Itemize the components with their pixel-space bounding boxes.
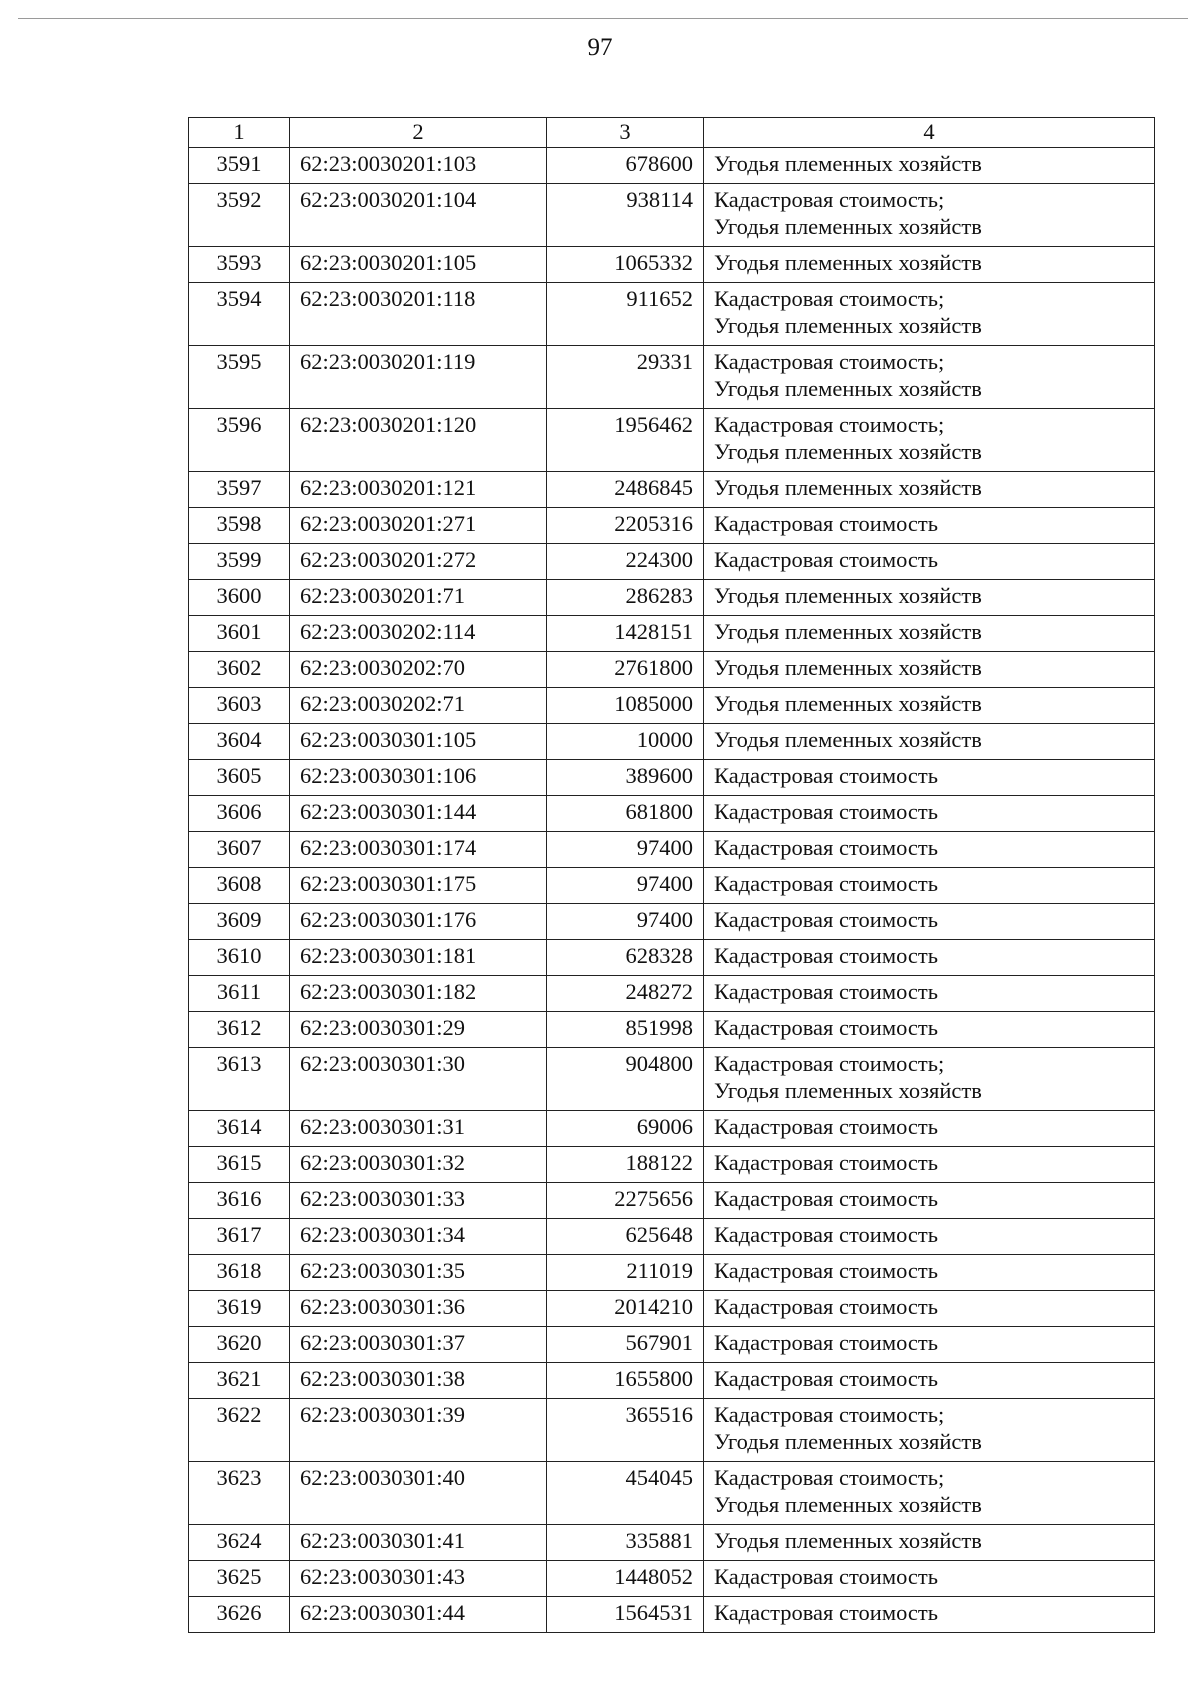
cadastral-number-cell: 62:23:0030301:106 [290, 760, 547, 796]
row-number-cell: 3611 [189, 976, 290, 1012]
row-number-cell: 3604 [189, 724, 290, 760]
row-number-cell: 3618 [189, 1255, 290, 1291]
cadastral-number-cell: 62:23:0030301:32 [290, 1147, 547, 1183]
table-row [189, 1291, 1155, 1327]
note-cell [704, 346, 1155, 409]
table-row [189, 868, 1155, 904]
note-cell [704, 1012, 1155, 1048]
column-header-3: 3 [547, 118, 704, 148]
value-cell: 188122 [547, 1147, 704, 1183]
value-cell: 1956462 [547, 409, 704, 472]
value-cell: 248272 [547, 976, 704, 1012]
table-row [189, 346, 1155, 409]
table-body [189, 148, 1155, 1633]
note-line: Кадастровая стоимость [714, 943, 938, 968]
table-row [189, 247, 1155, 283]
table-row [189, 1363, 1155, 1399]
cadastral-number-cell: 62:23:0030301:176 [290, 904, 547, 940]
table-row [189, 283, 1155, 346]
note-line: Угодья племенных хозяйств [714, 214, 982, 239]
cadastral-number-cell: 62:23:0030301:31 [290, 1111, 547, 1147]
note-cell [704, 904, 1155, 940]
note-cell [704, 508, 1155, 544]
note-line: Кадастровая стоимость; [714, 349, 945, 374]
row-number-cell: 3592 [189, 184, 290, 247]
value-cell: 567901 [547, 1327, 704, 1363]
table-row [189, 184, 1155, 247]
note-line: Кадастровая стоимость [714, 1330, 938, 1355]
note-line: Кадастровая стоимость; [714, 412, 945, 437]
note-line: Кадастровая стоимость [714, 1015, 938, 1040]
note-line: Угодья племенных хозяйств [714, 313, 982, 338]
note-cell [704, 184, 1155, 247]
row-number-cell: 3624 [189, 1525, 290, 1561]
value-cell: 224300 [547, 544, 704, 580]
row-number-cell: 3594 [189, 283, 290, 346]
table-row [189, 1255, 1155, 1291]
value-cell: 904800 [547, 1048, 704, 1111]
value-cell: 851998 [547, 1012, 704, 1048]
cadastral-number-cell: 62:23:0030301:182 [290, 976, 547, 1012]
table-row [189, 1462, 1155, 1525]
note-line: Угодья племенных хозяйств [714, 1528, 982, 1553]
value-cell: 286283 [547, 580, 704, 616]
table-row [189, 580, 1155, 616]
row-number-cell: 3616 [189, 1183, 290, 1219]
note-line: Кадастровая стоимость [714, 1150, 938, 1175]
row-number-cell: 3617 [189, 1219, 290, 1255]
note-cell [704, 652, 1155, 688]
row-number-cell: 3625 [189, 1561, 290, 1597]
note-cell [704, 1525, 1155, 1561]
cadastral-number-cell: 62:23:0030301:40 [290, 1462, 547, 1525]
value-cell: 1448052 [547, 1561, 704, 1597]
note-cell [704, 616, 1155, 652]
cadastral-number-cell: 62:23:0030201:119 [290, 346, 547, 409]
value-cell: 29331 [547, 346, 704, 409]
note-line: Кадастровая стоимость [714, 1294, 938, 1319]
note-line: Угодья племенных хозяйств [714, 1429, 982, 1454]
note-line: Кадастровая стоимость; [714, 187, 945, 212]
row-number-cell: 3595 [189, 346, 290, 409]
value-cell: 1564531 [547, 1597, 704, 1633]
row-number-cell: 3603 [189, 688, 290, 724]
cadastral-number-cell: 62:23:0030301:36 [290, 1291, 547, 1327]
row-number-cell: 3591 [189, 148, 290, 184]
table-row [189, 1399, 1155, 1462]
row-number-cell: 3623 [189, 1462, 290, 1525]
table-row [189, 1327, 1155, 1363]
value-cell: 1065332 [547, 247, 704, 283]
note-cell [704, 1048, 1155, 1111]
table-row [189, 796, 1155, 832]
row-number-cell: 3615 [189, 1147, 290, 1183]
cadastral-number-cell: 62:23:0030301:105 [290, 724, 547, 760]
table-row [189, 472, 1155, 508]
note-cell [704, 688, 1155, 724]
cadastral-number-cell: 62:23:0030201:104 [290, 184, 547, 247]
cadastral-number-cell: 62:23:0030301:33 [290, 1183, 547, 1219]
value-cell: 69006 [547, 1111, 704, 1147]
row-number-cell: 3622 [189, 1399, 290, 1462]
cadastral-number-cell: 62:23:0030301:34 [290, 1219, 547, 1255]
value-cell: 365516 [547, 1399, 704, 1462]
note-line: Кадастровая стоимость; [714, 1051, 945, 1076]
table-row [189, 1012, 1155, 1048]
note-line: Угодья племенных хозяйств [714, 250, 982, 275]
note-cell [704, 247, 1155, 283]
note-cell [704, 283, 1155, 346]
column-header-4: 4 [704, 118, 1155, 148]
value-cell: 1085000 [547, 688, 704, 724]
note-line: Кадастровая стоимость [714, 799, 938, 824]
value-cell: 97400 [547, 868, 704, 904]
note-line: Кадастровая стоимость [714, 1186, 938, 1211]
note-cell [704, 1147, 1155, 1183]
cadastral-number-cell: 62:23:0030301:175 [290, 868, 547, 904]
note-cell [704, 580, 1155, 616]
row-number-cell: 3607 [189, 832, 290, 868]
note-line: Угодья племенных хозяйств [714, 1078, 982, 1103]
table-row [189, 1525, 1155, 1561]
note-cell [704, 148, 1155, 184]
value-cell: 389600 [547, 760, 704, 796]
note-line: Угодья племенных хозяйств [714, 727, 982, 752]
cadastral-number-cell: 62:23:0030201:272 [290, 544, 547, 580]
note-line: Кадастровая стоимость [714, 979, 938, 1004]
cadastral-number-cell: 62:23:0030201:103 [290, 148, 547, 184]
table-row [189, 652, 1155, 688]
row-number-cell: 3602 [189, 652, 290, 688]
note-cell [704, 1597, 1155, 1633]
note-line: Кадастровая стоимость [714, 1222, 938, 1247]
row-number-cell: 3599 [189, 544, 290, 580]
row-number-cell: 3596 [189, 409, 290, 472]
table-row [189, 688, 1155, 724]
value-cell: 678600 [547, 148, 704, 184]
cadastral-number-cell: 62:23:0030301:44 [290, 1597, 547, 1633]
value-cell: 211019 [547, 1255, 704, 1291]
value-cell: 454045 [547, 1462, 704, 1525]
row-number-cell: 3620 [189, 1327, 290, 1363]
table-row [189, 409, 1155, 472]
table-row [189, 1147, 1155, 1183]
value-cell: 2761800 [547, 652, 704, 688]
table-row [189, 616, 1155, 652]
note-line: Угодья племенных хозяйств [714, 439, 982, 464]
cadastral-number-cell: 62:23:0030301:35 [290, 1255, 547, 1291]
cadastral-number-cell: 62:23:0030201:120 [290, 409, 547, 472]
cadastral-number-cell: 62:23:0030201:271 [290, 508, 547, 544]
value-cell: 97400 [547, 904, 704, 940]
row-number-cell: 3598 [189, 508, 290, 544]
row-number-cell: 3610 [189, 940, 290, 976]
scan-edge-line [18, 18, 1188, 19]
value-cell: 681800 [547, 796, 704, 832]
row-number-cell: 3619 [189, 1291, 290, 1327]
note-cell [704, 868, 1155, 904]
cadastral-number-cell: 62:23:0030301:37 [290, 1327, 547, 1363]
note-line: Кадастровая стоимость [714, 1114, 938, 1139]
note-line: Кадастровая стоимость [714, 907, 938, 932]
note-cell [704, 1111, 1155, 1147]
table-row [189, 544, 1155, 580]
note-line: Угодья племенных хозяйств [714, 619, 982, 644]
value-cell: 335881 [547, 1525, 704, 1561]
row-number-cell: 3626 [189, 1597, 290, 1633]
note-line: Кадастровая стоимость [714, 763, 938, 788]
note-cell [704, 976, 1155, 1012]
column-header-2: 2 [290, 118, 547, 148]
note-line: Кадастровая стоимость [714, 871, 938, 896]
cadastral-number-cell: 62:23:0030301:39 [290, 1399, 547, 1462]
note-line: Кадастровая стоимость; [714, 286, 945, 311]
row-number-cell: 3606 [189, 796, 290, 832]
table-row [189, 832, 1155, 868]
note-cell [704, 796, 1155, 832]
note-cell [704, 1399, 1155, 1462]
note-cell [704, 544, 1155, 580]
value-cell: 10000 [547, 724, 704, 760]
header-row [189, 118, 1155, 148]
cadastral-number-cell: 62:23:0030301:43 [290, 1561, 547, 1597]
cadastral-number-cell: 62:23:0030202:70 [290, 652, 547, 688]
row-number-cell: 3612 [189, 1012, 290, 1048]
note-line: Угодья племенных хозяйств [714, 1492, 982, 1517]
row-number-cell: 3600 [189, 580, 290, 616]
note-line: Кадастровая стоимость [714, 1258, 938, 1283]
table-row [189, 1048, 1155, 1111]
row-number-cell: 3613 [189, 1048, 290, 1111]
note-line: Кадастровая стоимость [714, 1366, 938, 1391]
value-cell: 2486845 [547, 472, 704, 508]
cadastral-number-cell: 62:23:0030301:30 [290, 1048, 547, 1111]
cadastral-number-cell: 62:23:0030201:105 [290, 247, 547, 283]
note-line: Угодья племенных хозяйств [714, 151, 982, 176]
note-cell [704, 724, 1155, 760]
note-cell [704, 1255, 1155, 1291]
value-cell: 625648 [547, 1219, 704, 1255]
value-cell: 2205316 [547, 508, 704, 544]
cadastral-number-cell: 62:23:0030201:121 [290, 472, 547, 508]
table-row [189, 1597, 1155, 1633]
note-line: Угодья племенных хозяйств [714, 376, 982, 401]
row-number-cell: 3593 [189, 247, 290, 283]
table-row [189, 724, 1155, 760]
note-line: Угодья племенных хозяйств [714, 583, 982, 608]
note-cell [704, 1291, 1155, 1327]
table-row [189, 148, 1155, 184]
note-cell [704, 409, 1155, 472]
table-row [189, 508, 1155, 544]
note-cell [704, 472, 1155, 508]
cadastral-number-cell: 62:23:0030301:38 [290, 1363, 547, 1399]
note-line: Кадастровая стоимость [714, 1564, 938, 1589]
row-number-cell: 3608 [189, 868, 290, 904]
cadastral-number-cell: 62:23:0030301:174 [290, 832, 547, 868]
value-cell: 1655800 [547, 1363, 704, 1399]
value-cell: 97400 [547, 832, 704, 868]
table-row [189, 904, 1155, 940]
row-number-cell: 3614 [189, 1111, 290, 1147]
note-line: Кадастровая стоимость; [714, 1465, 945, 1490]
note-line: Кадастровая стоимость [714, 835, 938, 860]
table-row [189, 1219, 1155, 1255]
table-row [189, 1183, 1155, 1219]
note-cell [704, 1327, 1155, 1363]
cadastral-number-cell: 62:23:0030201:71 [290, 580, 547, 616]
table-row [189, 760, 1155, 796]
note-line: Угодья племенных хозяйств [714, 655, 982, 680]
note-cell [704, 832, 1155, 868]
note-cell [704, 940, 1155, 976]
row-number-cell: 3621 [189, 1363, 290, 1399]
value-cell: 1428151 [547, 616, 704, 652]
note-cell [704, 1561, 1155, 1597]
value-cell: 938114 [547, 184, 704, 247]
row-number-cell: 3597 [189, 472, 290, 508]
table-row [189, 1111, 1155, 1147]
cadastral-number-cell: 62:23:0030301:181 [290, 940, 547, 976]
row-number-cell: 3601 [189, 616, 290, 652]
note-line: Кадастровая стоимость [714, 547, 938, 572]
note-line: Угодья племенных хозяйств [714, 475, 982, 500]
table-row [189, 976, 1155, 1012]
value-cell: 2275656 [547, 1183, 704, 1219]
note-cell [704, 1462, 1155, 1525]
note-line: Кадастровая стоимость; [714, 1402, 945, 1427]
row-number-cell: 3609 [189, 904, 290, 940]
note-cell [704, 1219, 1155, 1255]
row-number-cell: 3605 [189, 760, 290, 796]
table-row [189, 1561, 1155, 1597]
cadastral-number-cell: 62:23:0030301:41 [290, 1525, 547, 1561]
cadastral-number-cell: 62:23:0030202:71 [290, 688, 547, 724]
column-header-1: 1 [189, 118, 290, 148]
cadastral-number-cell: 62:23:0030201:118 [290, 283, 547, 346]
cadastral-number-cell: 62:23:0030301:144 [290, 796, 547, 832]
note-line: Угодья племенных хозяйств [714, 691, 982, 716]
note-cell [704, 760, 1155, 796]
cadastral-number-cell: 62:23:0030301:29 [290, 1012, 547, 1048]
table-row [189, 940, 1155, 976]
note-line: Кадастровая стоимость [714, 1600, 938, 1625]
value-cell: 628328 [547, 940, 704, 976]
cadastral-table [188, 117, 1155, 1633]
page-number: 97 [587, 34, 613, 61]
value-cell: 911652 [547, 283, 704, 346]
value-cell: 2014210 [547, 1291, 704, 1327]
note-cell [704, 1183, 1155, 1219]
note-line: Кадастровая стоимость [714, 511, 938, 536]
note-cell [704, 1363, 1155, 1399]
cadastral-number-cell: 62:23:0030202:114 [290, 616, 547, 652]
